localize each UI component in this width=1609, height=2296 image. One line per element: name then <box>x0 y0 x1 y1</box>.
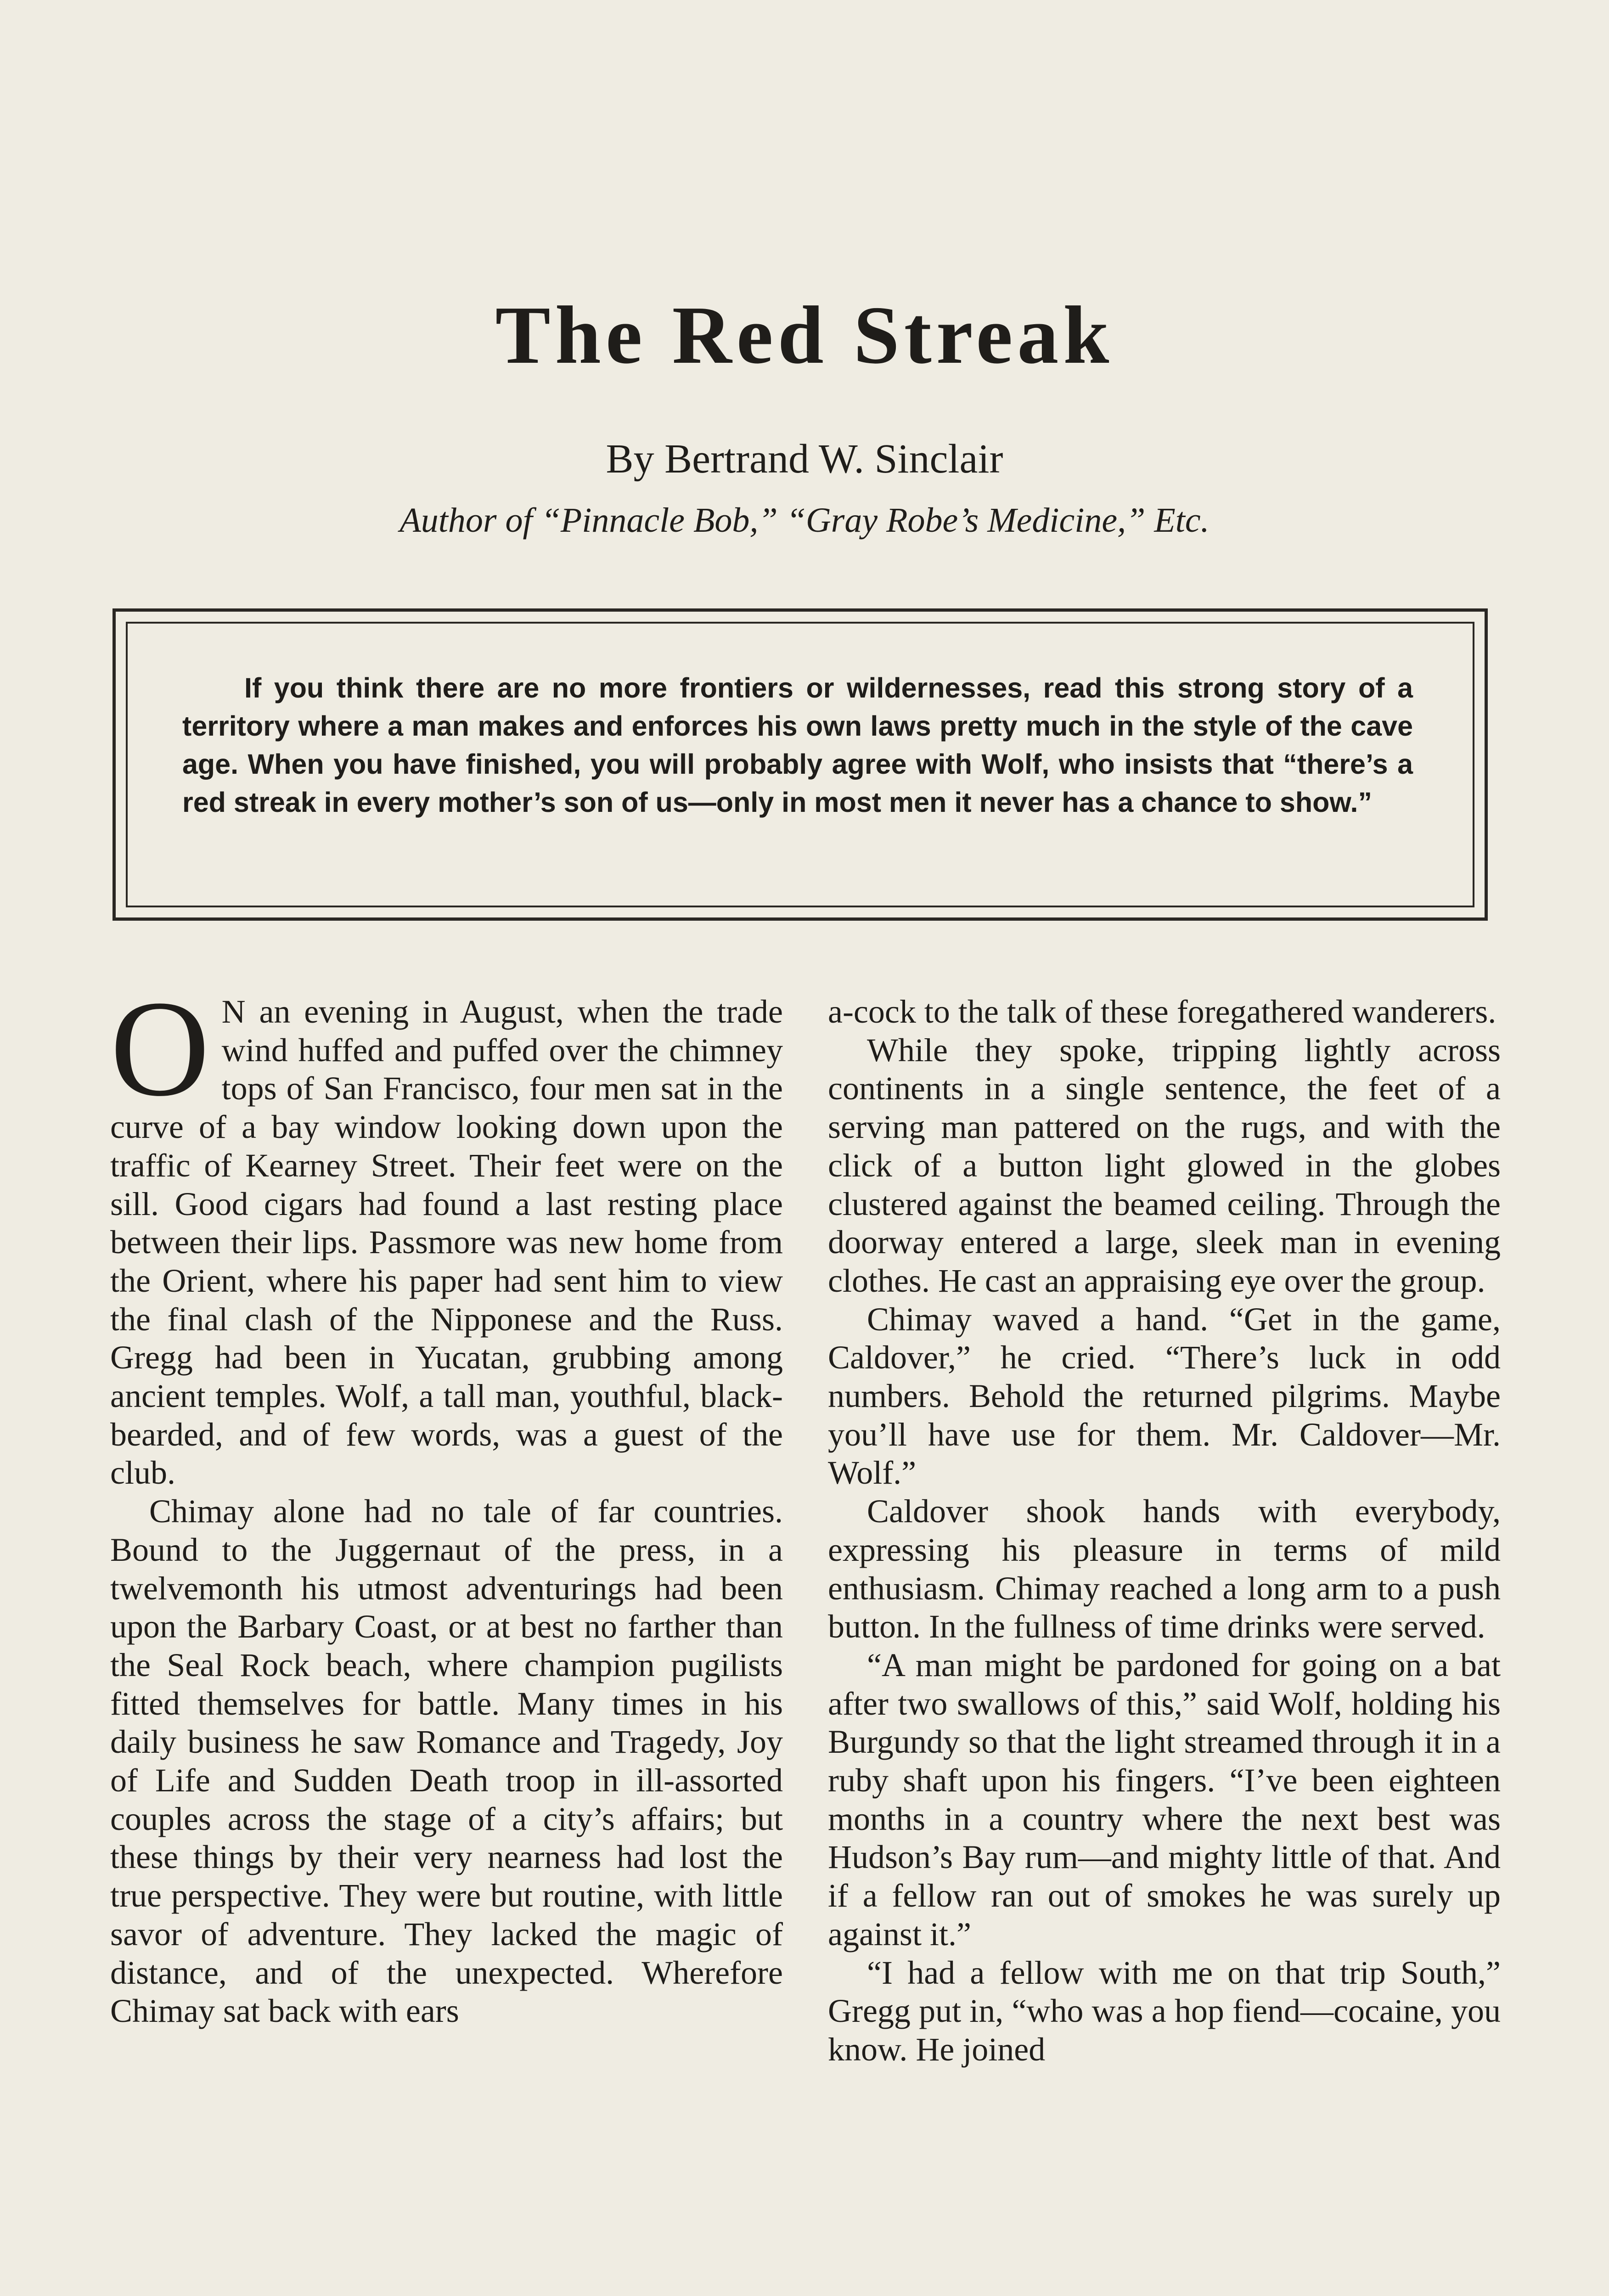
right-column <box>828 993 1501 2069</box>
paragraph: a-cock to the talk of these foregathered wanderers. <box>828 993 1496 1030</box>
blurb-box <box>113 608 1488 921</box>
paragraph: Chimay waved a hand. “Get in the game, Caldover,” he cried. “There’s luck in odd numbers. Behold the returned pilgrims. Maybe you’ll have use for them. Mr. Caldover—Mr. Wolf.” <box>828 1300 1501 1491</box>
paragraph: While they spoke, tripping lightly across continents in a single sentence, the feet of a serving man pattered on the rugs, and with the click of a button light glowed in the globes clustered against the beamed ceiling. Through the doorway entered a large, sleek man in evening clothes. He cast an appraising eye over the group. <box>828 1031 1501 1299</box>
paragraph: Caldover shook hands with everybody, expressing his pleasure in terms of mild enthusiasm. Chimay reached a long arm to a push button. In the fullness of time drinks were served. <box>828 1493 1501 1645</box>
paragraph: “A man might be pardoned for going on a bat after two swallows of this,” said Wolf, holding his Burgundy so that the light streamed through it in a ruby shaft upon his fingers. “I’ve been eighteen months in a country where the next best was Hudson’s Bay rum—and mighty little of that. And if a fellow ran out of smokes he was surely up against it.” <box>828 1646 1501 1953</box>
story-title: The Red Streak <box>495 289 1114 381</box>
drop-cap: O <box>110 972 210 1125</box>
byline: By Bertrand W. Sinclair <box>606 436 1003 482</box>
author-credits: Author of “Pinnacle Bob,” “Gray Robe’s Medicine,” Etc. <box>399 501 1210 540</box>
left-column <box>110 972 783 2031</box>
blurb-text: If you think there are no more frontiers or wildernesses, read this strong story of a territory where a man makes and enforces his own laws pretty much in the style of the cave age. When you have finished, you will probably agree with Wolf, who insists that “there’s a red streak in every mother’s son of us—only in most men it never has a chance to show.” <box>182 672 1413 818</box>
paragraph: “I had a fellow with me on that trip South,” Gregg put in, “who was a hop fiend—cocaine, you know. He joined <box>828 1954 1501 2068</box>
paragraph-text: N an evening in August, when the trade wind huffed and puffed over the chimney tops of San Francisco, four men sat in the curve of a bay window looking down upon the traffic of Kearney Street. Their feet were on the sill. Good cigars had found a last resting place between their lips. Passmore was new home from the Orient, where his paper had sent him to view the final clash of the Nipponese and the Russ. Gregg had been in Yucatan, grubbing among ancient temples. Wolf, a tall man, youthful, black-bearded, and of few words, was a guest of the club. <box>110 993 783 1491</box>
paragraph: Chimay alone had no tale of far countries. Bound to the Juggernaut of the press, in a twelvemonth his utmost adventurings had been upon the Barbary Coast, or at best no farther than the Seal Rock beach, where champion pugilists fitted themselves for battle. Many times in his daily business he saw Romance and Tragedy, Joy of Life and Sudden Death troop in ill-assorted couples across the stage of a city’s affairs; but these things by their very nearness had lost the true perspective. They were but routine, with little savor of adventure. They lacked the magic of distance, and of the unexpected. Wherefore Chimay sat back with ears <box>110 1493 783 2030</box>
paragraph <box>110 972 783 1492</box>
